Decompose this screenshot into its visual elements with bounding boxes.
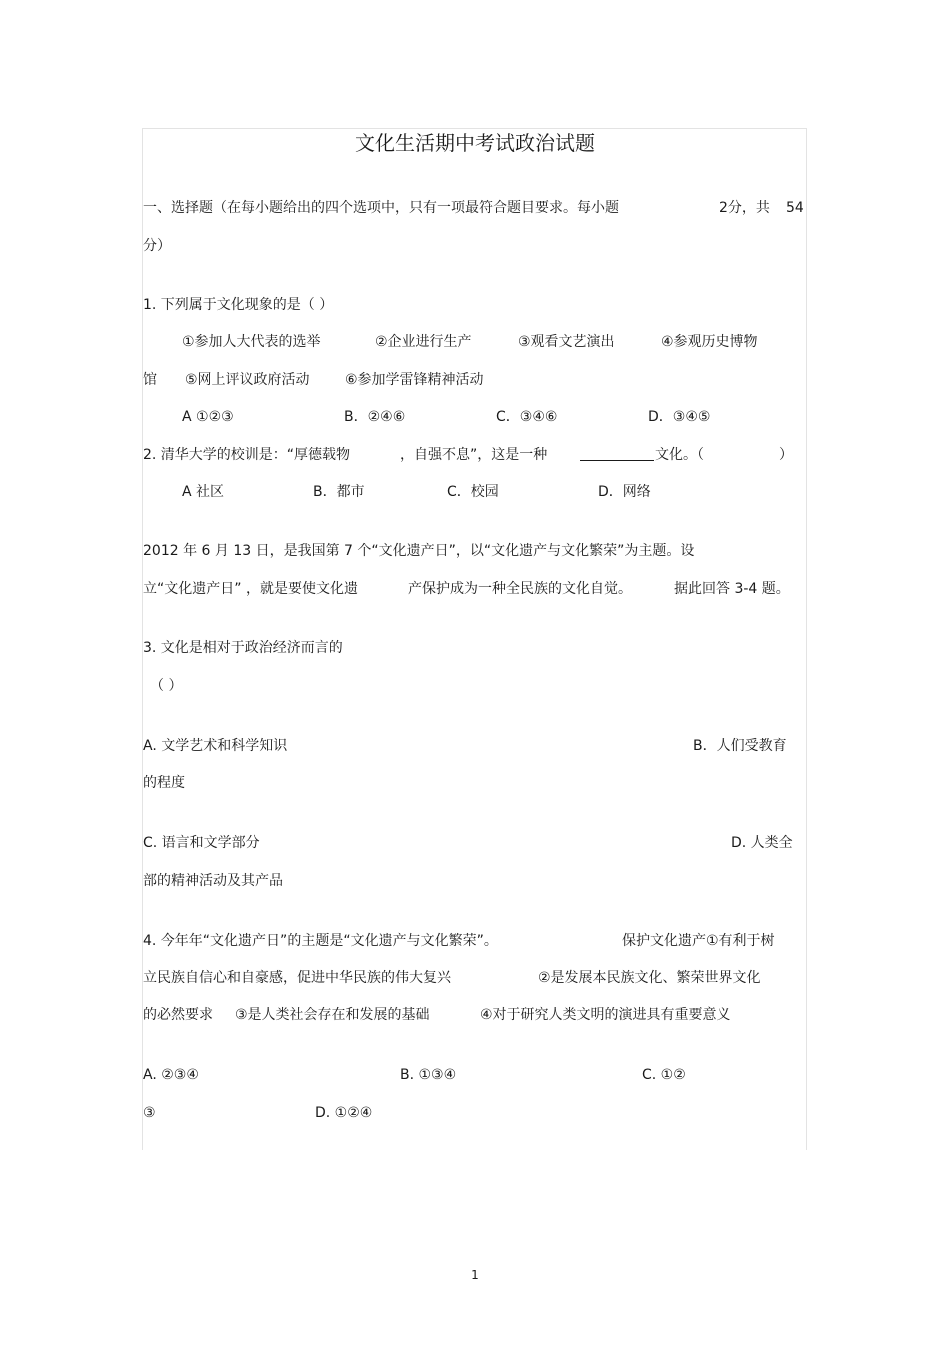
q4-stem-cont: 保护文化遗产①有利于树 xyxy=(622,933,775,949)
q1-item-2: ②企业进行生产 xyxy=(375,334,472,350)
q4-option-a: A. ②③④ xyxy=(143,1067,199,1083)
q4-line-3-item-3: ③是人类社会存在和发展的基础 xyxy=(235,1007,430,1023)
q4-option-d: D. ①②④ xyxy=(315,1105,373,1121)
q4-option-b: B. ①③④ xyxy=(400,1067,457,1083)
q2-stem-end: 文化。（ xyxy=(655,447,704,463)
q4-option-c-cont: ③ xyxy=(143,1105,156,1121)
q1-item-6: ⑥参加学雷锋精神活动 xyxy=(345,372,484,388)
q2-option-d: D．网络 xyxy=(598,484,651,500)
fill-in-blank xyxy=(580,448,654,461)
q3-option-a: A. 文学艺术和科学知识 xyxy=(143,738,288,754)
section-heading-score: 2分，共 xyxy=(719,200,770,216)
q1-option-c: C．③④⑥ xyxy=(496,409,558,425)
q4-line-2-cont: ②是发展本民族文化、繁荣世界文化 xyxy=(538,970,761,986)
q3-option-d-cont: 部的精神活动及其产品 xyxy=(143,873,283,889)
passage-line-1: 2012 年 6 月 13 日，是我国第 7 个“文化遗产日”，以“文化遗产与文化繁荣”为主题。设 xyxy=(143,543,695,559)
q2-stem: 2. 清华大学的校训是：“厚德载物 xyxy=(143,447,351,463)
q3-option-b-cont: 的程度 xyxy=(143,775,185,791)
q3-option-b: B．人们受教育 xyxy=(693,738,787,754)
passage-line-2-end: 据此回答 3-4 题。 xyxy=(674,581,790,597)
q1-item-4-cont: 馆 xyxy=(143,372,157,388)
q4-line-2: 立民族自信心和自豪感，促进中华民族的伟大复兴 xyxy=(143,970,451,986)
page-title: 文化生活期中考试政治试题 xyxy=(355,131,595,155)
q2-paren-close: ） xyxy=(779,447,793,463)
q2-option-a: A 社区 xyxy=(182,484,225,500)
q1-option-d: D．③④⑤ xyxy=(648,409,711,425)
section-heading-total: 54 xyxy=(786,200,804,216)
q1-item-3: ③观看文艺演出 xyxy=(518,334,615,350)
q3-stem: 3. 文化是相对于政治经济而言的 xyxy=(143,640,343,656)
q4-stem: 4. 今年年“文化遗产日”的主题是“文化遗产与文化繁荣”。 xyxy=(143,933,498,949)
q4-line-3: 的必然要求 xyxy=(143,1007,213,1023)
q1-item-4: ④参观历史博物 xyxy=(661,334,758,350)
passage-line-2-cont: 产保护成为一种全民族的文化自觉。 xyxy=(408,581,632,597)
q4-option-c: C. ①② xyxy=(642,1067,686,1083)
page-number: 1 xyxy=(471,1268,479,1282)
q3-option-c: C. 语言和文学部分 xyxy=(143,835,260,851)
q1-item-5: ⑤网上评议政府活动 xyxy=(185,372,310,388)
q2-option-b: B．都市 xyxy=(313,484,365,500)
section-heading-end: 分） xyxy=(143,238,171,254)
q2-stem-cont: ，自强不息”，这是一种 xyxy=(400,447,548,463)
q3-paren: （ ） xyxy=(150,678,183,694)
q4-line-3-item-4: ④对于研究人类文明的演进具有重要意义 xyxy=(480,1007,731,1023)
passage-line-2: 立“文化遗产日” ，就是要使文化遗 xyxy=(143,581,358,597)
q1-stem: 1. 下列属于文化现象的是（ ） xyxy=(143,297,334,313)
q1-item-1: ①参加人大代表的选举 xyxy=(182,334,321,350)
q1-option-b: B．②④⑥ xyxy=(344,409,406,425)
q3-option-d: D. 人类全 xyxy=(731,835,793,851)
page-frame xyxy=(142,128,807,1150)
section-heading: 一、选择题（在每小题给出的四个选项中，只有一项最符合题目要求。每小题 xyxy=(143,200,619,216)
q2-option-c: C．校园 xyxy=(447,484,499,500)
q1-option-a: A ①②③ xyxy=(182,409,234,425)
